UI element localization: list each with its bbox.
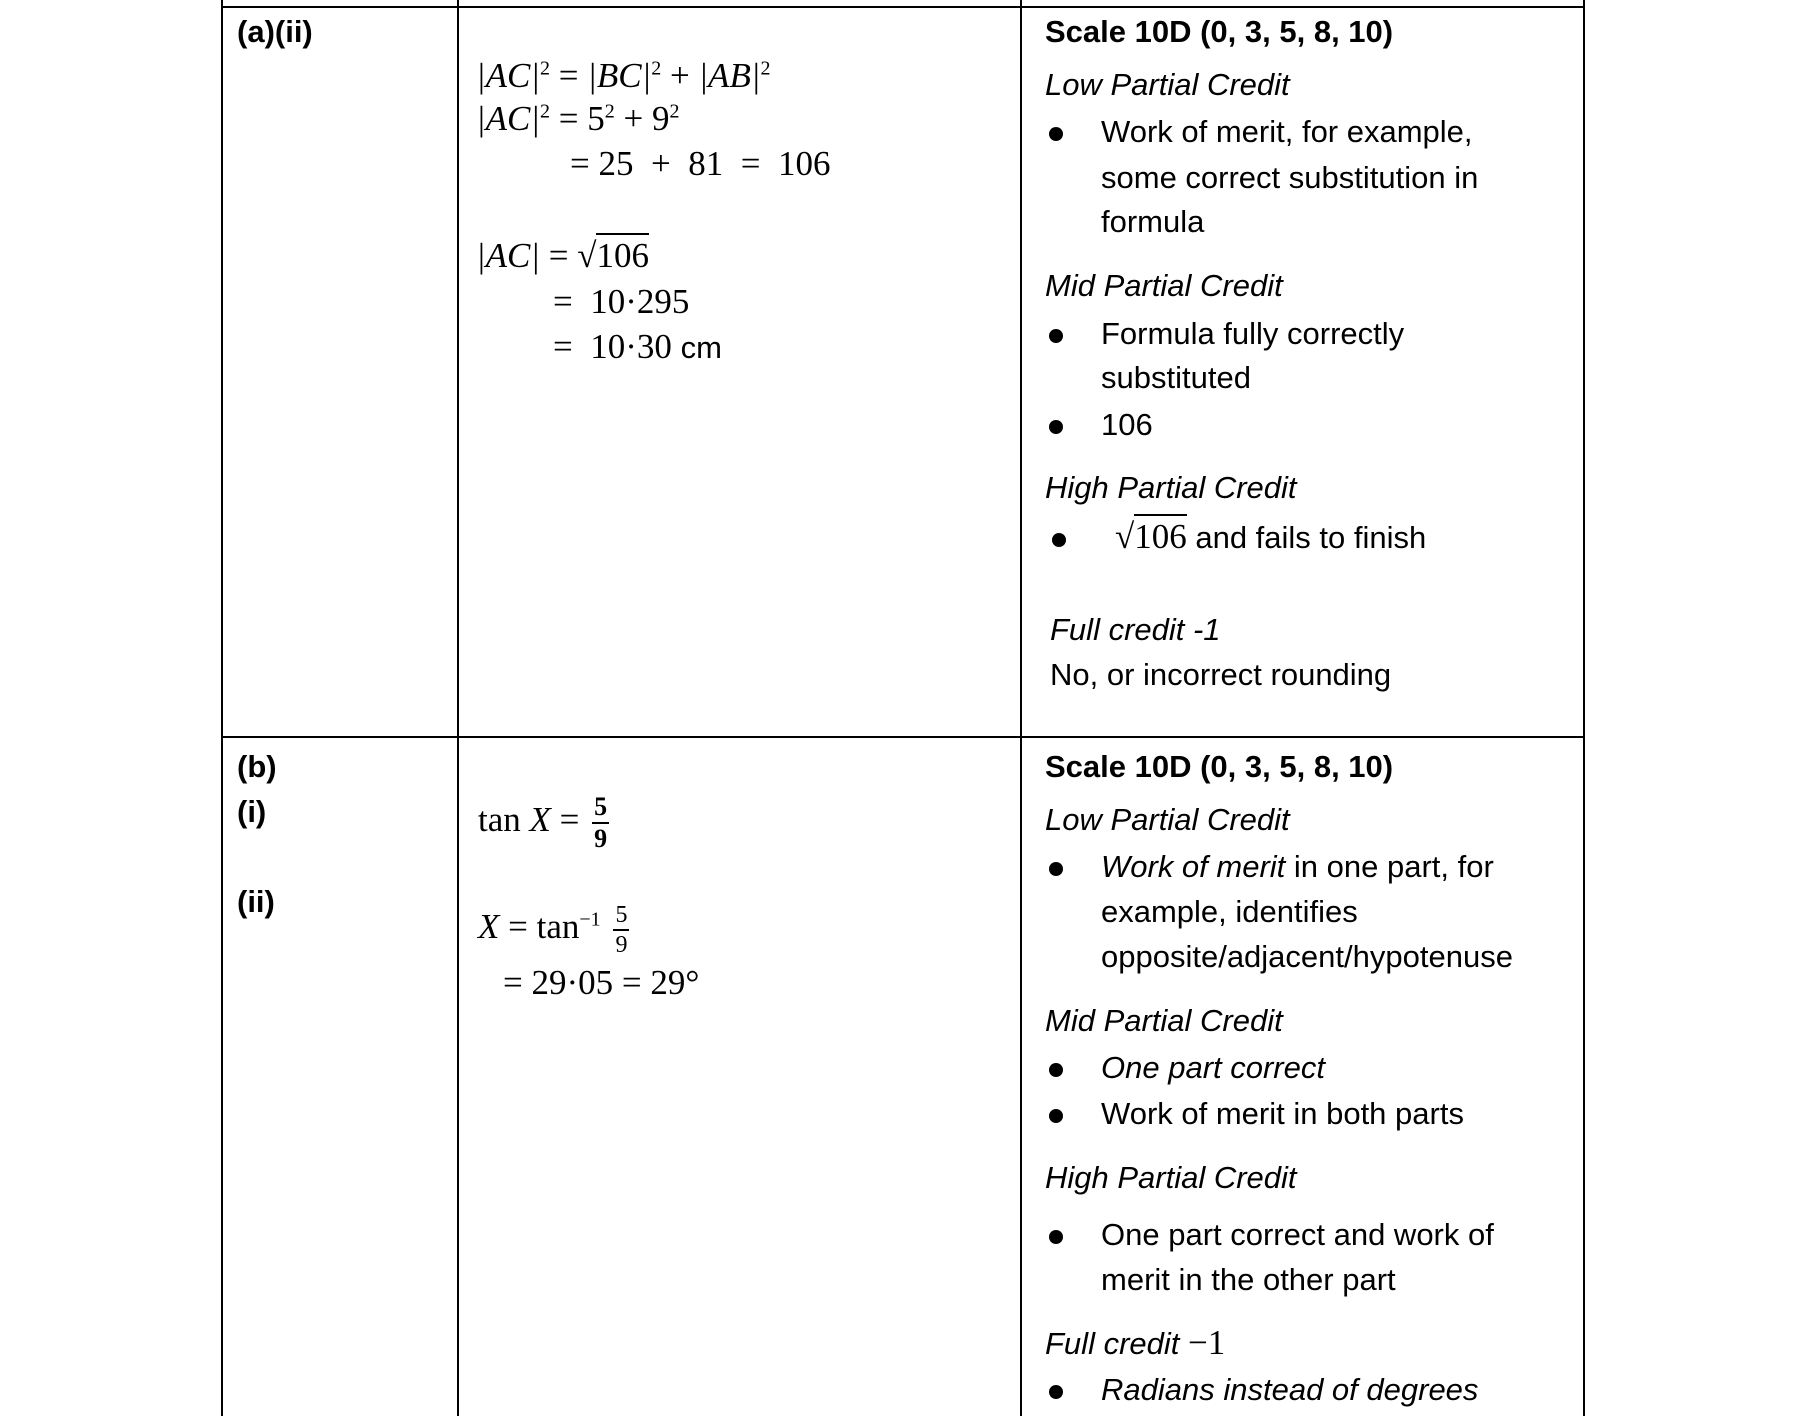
fraction: $\frac{5}{9}$ bbox=[594, 791, 608, 853]
solution-line-root: |AC| = √106 bbox=[476, 238, 649, 274]
bullet-icon bbox=[1049, 862, 1063, 876]
high-partial-item-line: One part correct and work of bbox=[1101, 1217, 1494, 1252]
question-label-b-ii: (ii) bbox=[237, 884, 275, 919]
low-partial-item-line: Work of merit, for example, bbox=[1101, 114, 1473, 149]
full-credit-heading: Full credit −1 bbox=[1045, 1323, 1226, 1362]
full-credit-heading: Full credit -1 bbox=[1050, 612, 1221, 647]
solution-line-decimal: = 10·295 bbox=[553, 282, 690, 321]
bullet-icon bbox=[1049, 1109, 1063, 1123]
low-partial-item-line: Work of merit in one part, for bbox=[1101, 849, 1494, 884]
mid-partial-item-line: 106 bbox=[1101, 407, 1153, 442]
high-partial-item: √106 and fails to finish bbox=[1115, 519, 1426, 556]
high-partial-item-line: merit in the other part bbox=[1101, 1262, 1396, 1297]
bullet-icon bbox=[1049, 127, 1063, 141]
bullet-icon bbox=[1052, 533, 1066, 547]
table-border-left bbox=[221, 0, 223, 1416]
solution-line-answer: = 10·30 cm bbox=[553, 327, 722, 366]
solution-line-pythagoras: $|AC|^2 = |BC|^2 + |AB|^2$ bbox=[476, 56, 771, 95]
bullet-icon bbox=[1049, 329, 1063, 343]
low-partial-item-line: example, identifies bbox=[1101, 894, 1358, 929]
mid-partial-item-line: Formula fully correctly bbox=[1101, 316, 1405, 351]
question-label-b-i: (i) bbox=[237, 794, 267, 829]
mid-partial-heading: Mid Partial Credit bbox=[1045, 1003, 1283, 1038]
solution-line-substitution: $|AC|^2 = 5^2 + 9^2$ bbox=[476, 99, 680, 138]
table-column-divider-1 bbox=[457, 0, 459, 1416]
mid-partial-heading: Mid Partial Credit bbox=[1045, 268, 1283, 303]
high-partial-heading: High Partial Credit bbox=[1045, 470, 1297, 505]
low-partial-heading: Low Partial Credit bbox=[1045, 802, 1290, 837]
solution-inverse-tan: $X = \tan^{-1}$ $\frac{5}{9}$ bbox=[478, 901, 628, 958]
question-label-a-ii: (a)(ii) bbox=[237, 14, 313, 49]
mid-partial-item: Work of merit in both parts bbox=[1101, 1096, 1464, 1131]
solution-line-sum: = 25 + 81 = 106 bbox=[570, 144, 831, 183]
bullet-icon bbox=[1049, 420, 1063, 434]
bullet-icon bbox=[1049, 1230, 1063, 1244]
scale-heading: Scale 10D (0, 3, 5, 8, 10) bbox=[1045, 749, 1394, 784]
scale-heading: Scale 10D (0, 3, 5, 8, 10) bbox=[1045, 14, 1394, 49]
table-border-top bbox=[221, 6, 1585, 8]
question-label-b: (b) bbox=[237, 749, 277, 784]
full-credit-text: No, or incorrect rounding bbox=[1050, 657, 1392, 692]
fraction: $\frac{5}{9}$ bbox=[615, 901, 628, 958]
bullet-icon bbox=[1049, 1063, 1063, 1077]
table-border-middle bbox=[221, 736, 1585, 738]
solution-tan-ratio: tan X = $\frac{5}{9}$ bbox=[478, 791, 608, 853]
low-partial-item-line: formula bbox=[1101, 204, 1205, 239]
low-partial-item-line: some correct substitution in bbox=[1101, 160, 1479, 195]
full-credit-item: Radians instead of degrees bbox=[1101, 1372, 1479, 1407]
low-partial-heading: Low Partial Credit bbox=[1045, 67, 1290, 102]
mid-partial-item: One part correct bbox=[1101, 1050, 1325, 1085]
mid-partial-item-line: substituted bbox=[1101, 360, 1251, 395]
bullet-icon bbox=[1049, 1385, 1063, 1399]
solution-angle-answer: = 29·05 = 29° bbox=[503, 963, 700, 1002]
low-partial-item-line: opposite/adjacent/hypotenuse bbox=[1101, 939, 1513, 974]
table-column-divider-2 bbox=[1020, 0, 1022, 1416]
high-partial-heading: High Partial Credit bbox=[1045, 1160, 1297, 1195]
table-border-right bbox=[1583, 0, 1585, 1416]
